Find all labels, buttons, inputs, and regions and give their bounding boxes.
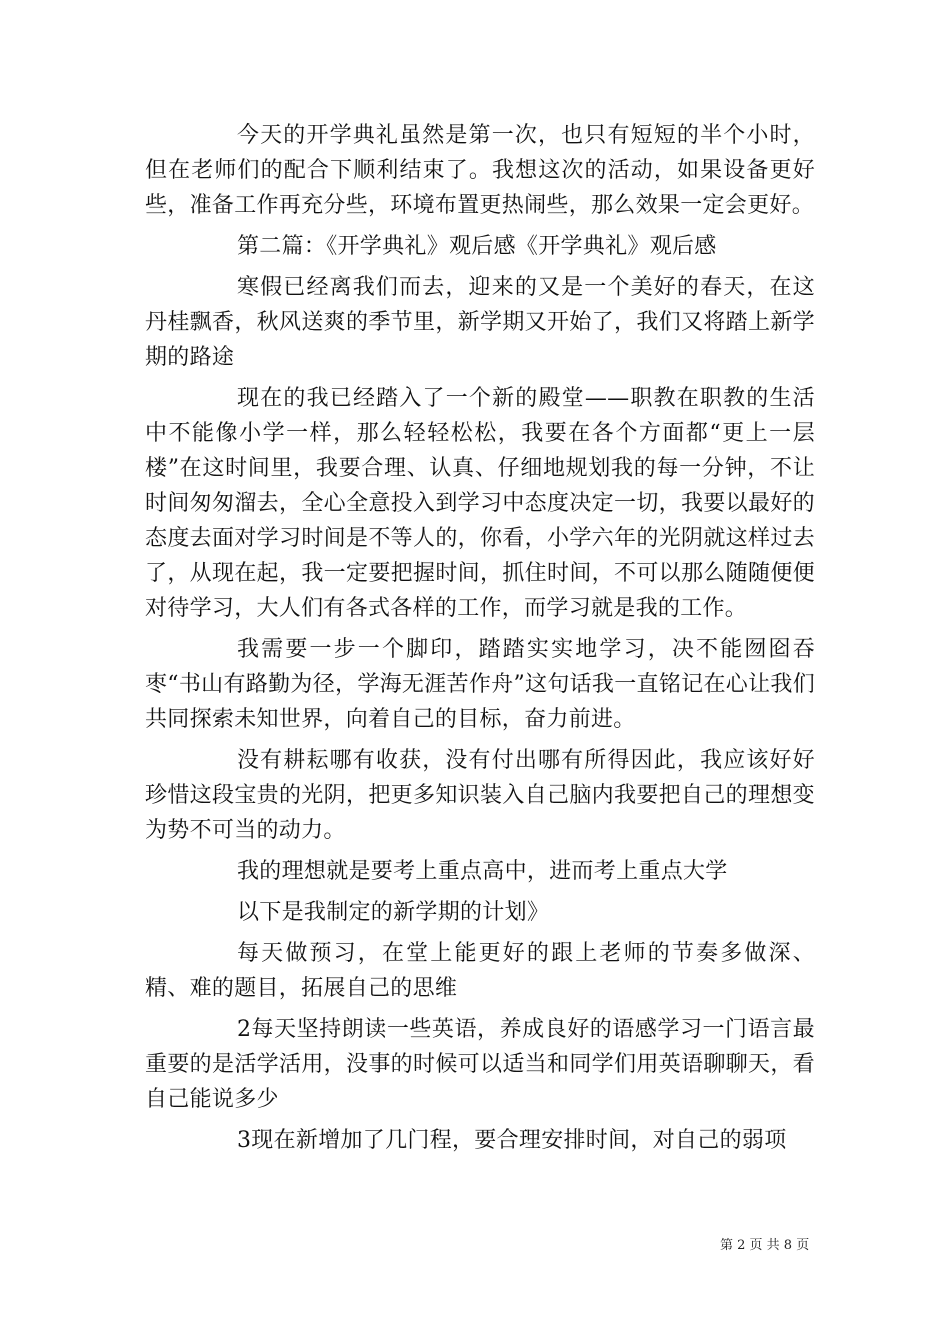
document-body	[145, 118, 815, 1164]
paragraph-6: 我的理想就是要考上重点高中，进而考上重点大学	[237, 859, 728, 884]
page-number-footer: 第 2 页 共 8 页	[720, 1238, 810, 1253]
section-heading: 第二篇：《开学典礼》观后感《开学典礼》观后感	[237, 234, 717, 259]
paragraph-5: 没有耕耘哪有收获，没有付出哪有所得因此，我应该好好珍惜这段宝贵的光阴，把更多知识装入自己脑内我要把自己的理想变为势不可当的动力。	[145, 748, 815, 843]
paragraph-8: 每天做预习，在堂上能更好的跟上老师的节奏多做深、精、难的题目，拓展自己的思维	[145, 941, 815, 1001]
paragraph-2: 寒假已经离我们而去，迎来的又是一个美好的春天，在这丹桂飘香，秋风送爽的季节里，新学期又开始了，我们又将踏上新学期的路途	[145, 275, 815, 370]
paragraph-7: 以下是我制定的新学期的计划》	[237, 900, 550, 925]
paragraph-1: 今天的开学典礼虽然是第一次，也只有短短的半个小时，但在老师们的配合下顺利结束了。我想这次的活动，如果设备更好些，准备工作再充分些，环境布置更热闹些，那么效果一定会更好。	[145, 123, 815, 218]
paragraph-4: 我需要一步一个脚印，踏踏实实地学习，决不能囫囵吞枣“书山有路勤为径，学海无涯苦作舟”这句话我一直铭记在心让我们共同探索未知世界，向着自己的目标，奋力前进。	[145, 637, 815, 732]
paragraph-9: 2每天坚持朗读一些英语，养成良好的语感学习一门语言最重要的是活学活用，没事的时候可以适当和同学们用英语聊聊天，看自己能说多少	[145, 1017, 815, 1112]
paragraph-3: 现在的我已经踏入了一个新的殿堂——职教在职教的生活中不能像小学一样，那么轻轻松松，我要在各个方面都“更上一层楼”在这时间里，我要合理、认真、仔细地规划我的每一分钟，不让时间匆匆溜去，全心全意投入到学习中态度决定一切，我要以最好的态度去面对学习时间是不等人的，你看，小学六年的光阴就这样过去了，从现在起，我一定要把握时间，抓住时间，不可以那么随随便便对待学习，大人们有各式各样的工作，而学习就是我的工作。	[145, 386, 815, 621]
paragraph-10: 3现在新增加了几门程，要合理安排时间，对自己的弱项	[237, 1128, 787, 1153]
